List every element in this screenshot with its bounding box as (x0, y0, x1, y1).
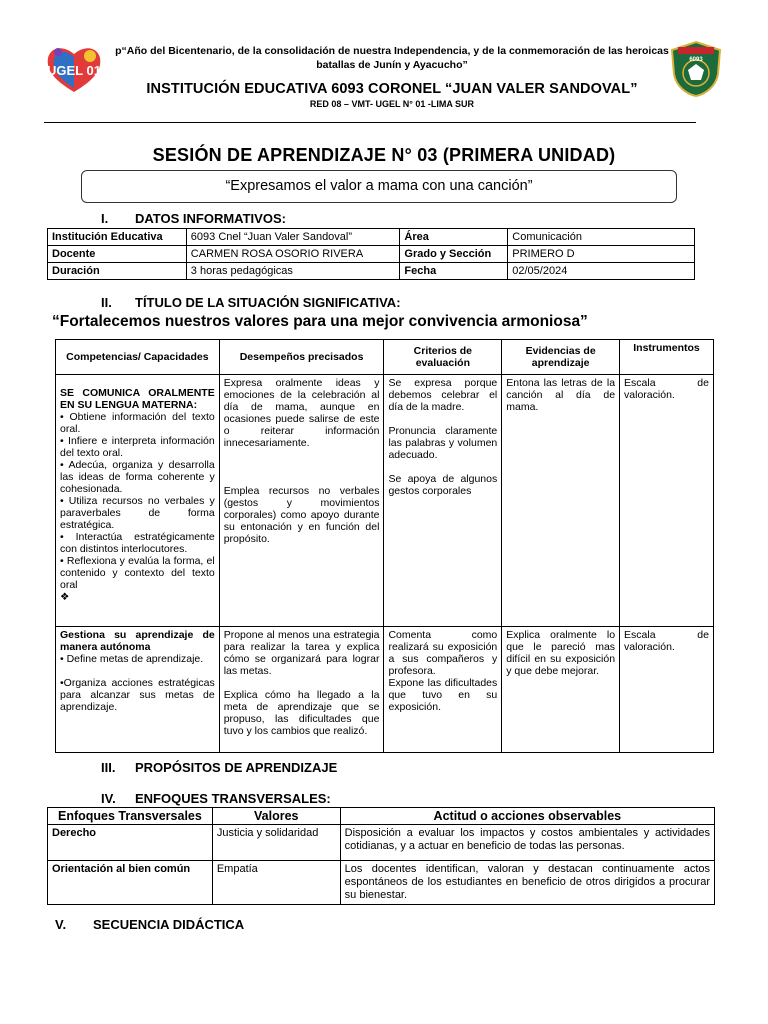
competency-title: Gestiona su aprendizaje de manera autónoma (60, 629, 215, 653)
info-value: CARMEN ROSA OSORIO RIVERA (186, 246, 400, 263)
valor-cell: Justicia y solidaridad (212, 825, 340, 861)
section-5-heading (55, 917, 244, 932)
table-row (48, 263, 695, 280)
performance-text: Expresa oralmente ideas y emociones de la celebración al día de mama, aunque en ocasiones puede salirse de este o reiterar información innecesariamente. (223, 377, 380, 449)
section-title: DATOS INFORMATIVOS: (135, 211, 286, 226)
list-item: • Infiere e interpreta información del texto oral. (60, 435, 215, 459)
performance-cell (219, 627, 384, 753)
enfoque-cell: Derecho (48, 825, 213, 861)
capacity-list (60, 411, 215, 603)
column-header: Criterios de evaluación (384, 340, 502, 375)
valor-cell: Empatía (212, 861, 340, 905)
section-title: ENFOQUES TRANSVERSALES: (135, 791, 331, 806)
section-title: PROPÓSITOS DE APRENDIZAJE (135, 760, 338, 775)
header-divider (44, 122, 696, 123)
info-table (47, 228, 695, 280)
section-number: IV. (101, 791, 116, 806)
enfoques-table (47, 807, 715, 905)
column-header: Actitud o acciones observables (340, 808, 714, 825)
column-header: Evidencias de aprendizaje (502, 340, 620, 375)
info-label: Área (400, 229, 508, 246)
evidence-cell: Explica oralmente lo que le pareció mas difícil en su exposición y que debe mejorar. (502, 627, 620, 753)
table-row (48, 229, 695, 246)
section-1-heading (101, 211, 286, 226)
session-subtitle: “Expresamos el valor a mama con una canción” (81, 170, 677, 203)
capacity-text: •Organiza acciones estratégicas para alcanzar sus metas de aprendizaje. (60, 677, 215, 713)
criteria-cell (384, 627, 502, 753)
column-header: Enfoques Transversales (48, 808, 213, 825)
section-3-heading (101, 760, 337, 775)
criteria-text: Se expresa porque debemos celebrar el día de la madre. (388, 377, 498, 413)
enfoque-cell: Orientación al bien común (48, 861, 213, 905)
year-motto (112, 44, 672, 72)
competency-cell (56, 375, 220, 627)
performance-cell (219, 375, 384, 627)
section-2-heading (101, 295, 401, 310)
column-header: Instrumentos (620, 340, 714, 375)
school-name: INSTITUCIÓN EDUCATIVA 6093 CORONEL “JUAN VALER SANDOVAL” (146, 81, 638, 97)
section-number: III. (101, 760, 116, 775)
info-value: 3 horas pedagógicas (186, 263, 400, 280)
info-value: Comunicación (508, 229, 695, 246)
badge-number: 6093 (689, 57, 703, 63)
performance-text: Emplea recursos no verbales (gestos y movimientos corporales) como apoyo durante su entonación y en función del propósito. (223, 485, 380, 545)
actitud-cell: Disposición a evaluar los impactos y costos ambientales y actividades cotidianas, y a actuar en beneficio de todas las personas. (340, 825, 714, 861)
competency-title: SE COMUNICA ORALMENTE EN SU LENGUA MATERNA: (60, 387, 215, 411)
evidence-cell: Entona las letras de la canción al día de mama. (502, 375, 620, 627)
list-item: • Obtiene información del texto oral. (60, 411, 215, 435)
instrument-cell: Escala de valoración. (620, 627, 714, 753)
ugel-logo (44, 42, 104, 96)
table-header-row (48, 808, 715, 825)
section-4-heading (101, 791, 331, 806)
section-number: V. (55, 917, 67, 932)
competencies-table (55, 339, 714, 753)
table-row (56, 627, 714, 753)
instrument-cell: Escala de valoración. (620, 375, 714, 627)
info-label: Duración (48, 263, 187, 280)
info-label: Docente (48, 246, 187, 263)
info-value: 6093 Cnel “Juan Valer Sandoval” (186, 229, 400, 246)
capacity-text: • Define metas de aprendizaje. (60, 653, 204, 665)
criteria-cell (384, 375, 502, 627)
competency-cell (56, 627, 220, 753)
table-row (56, 375, 714, 627)
info-label: Institución Educativa (48, 229, 187, 246)
actitud-cell: Los docentes identifican, valoran y destacan continuamente actos espontáneos de los estudiantes en beneficio de otros dirigidos a procurar su bienestar. (340, 861, 714, 905)
section-title: TÍTULO DE LA SITUACIÓN SIGNIFICATIVA: (135, 295, 401, 310)
info-label: Grado y Sección (400, 246, 508, 263)
school-badge (668, 40, 724, 98)
situation-title: “Fortalecemos nuestros valores para una mejor convivencia armoniosa” (52, 313, 588, 330)
column-header: Valores (212, 808, 340, 825)
table-row (48, 825, 715, 861)
list-item: • Utiliza recursos no verbales y paraverbales de forma estratégica. (60, 495, 215, 531)
network-line: RED 08 – VMT- UGEL N° 01 -LIMA SUR (309, 99, 475, 109)
info-value: 02/05/2024 (508, 263, 695, 280)
session-title: SESIÓN DE APRENDIZAJE N° 03 (PRIMERA UNIDAD) (152, 145, 616, 165)
info-label: Fecha (400, 263, 508, 280)
criteria-text: Comenta como realizará su exposición a sus compañeros y profesora. (388, 629, 498, 677)
table-row (48, 246, 695, 263)
list-item: ❖ (60, 591, 70, 603)
section-number: I. (101, 211, 109, 226)
info-value: PRIMERO D (508, 246, 695, 263)
performance-text: Propone al menos una estrategia para realizar la tarea y explica cómo se organizará para lograr las metas. (223, 629, 380, 677)
list-item: • Interactúa estratégicamente con distintos interlocutores. (60, 531, 215, 555)
list-item: • Reflexiona y evalúa la forma, el contenido y contexto del texto oral (60, 555, 215, 591)
criteria-text: Expone las dificultades que tuvo en su exposición. (388, 677, 498, 713)
ugel-logo-text: UGEL 01 (47, 63, 101, 78)
criteria-text: Pronuncia claramente las palabras y volumen adecuado. (388, 425, 498, 461)
motto-line-2: batallas de Junín y Ayacucho” (316, 59, 468, 71)
column-header: Desempeños precisados (219, 340, 384, 375)
column-header: Competencias/ Capacidades (56, 340, 220, 375)
motto-line-1: p“Año del Bicentenario, de la consolidación de nuestra Independencia, y de la conmemoración de las heroicas (115, 45, 669, 57)
performance-text: Explica cómo ha llegado a la meta de aprendizaje que se propuso, las dificultades que tuvo y los cambios que realizó. (223, 689, 380, 737)
table-header-row (56, 340, 714, 375)
table-row (48, 861, 715, 905)
section-number: II. (101, 295, 112, 310)
criteria-text: Se apoya de algunos gestos corporales (388, 473, 498, 497)
section-title: SECUENCIA DIDÁCTICA (93, 917, 245, 932)
list-item: • Adecúa, organiza y desarrolla las ideas de forma coherente y cohesionada. (60, 459, 215, 495)
